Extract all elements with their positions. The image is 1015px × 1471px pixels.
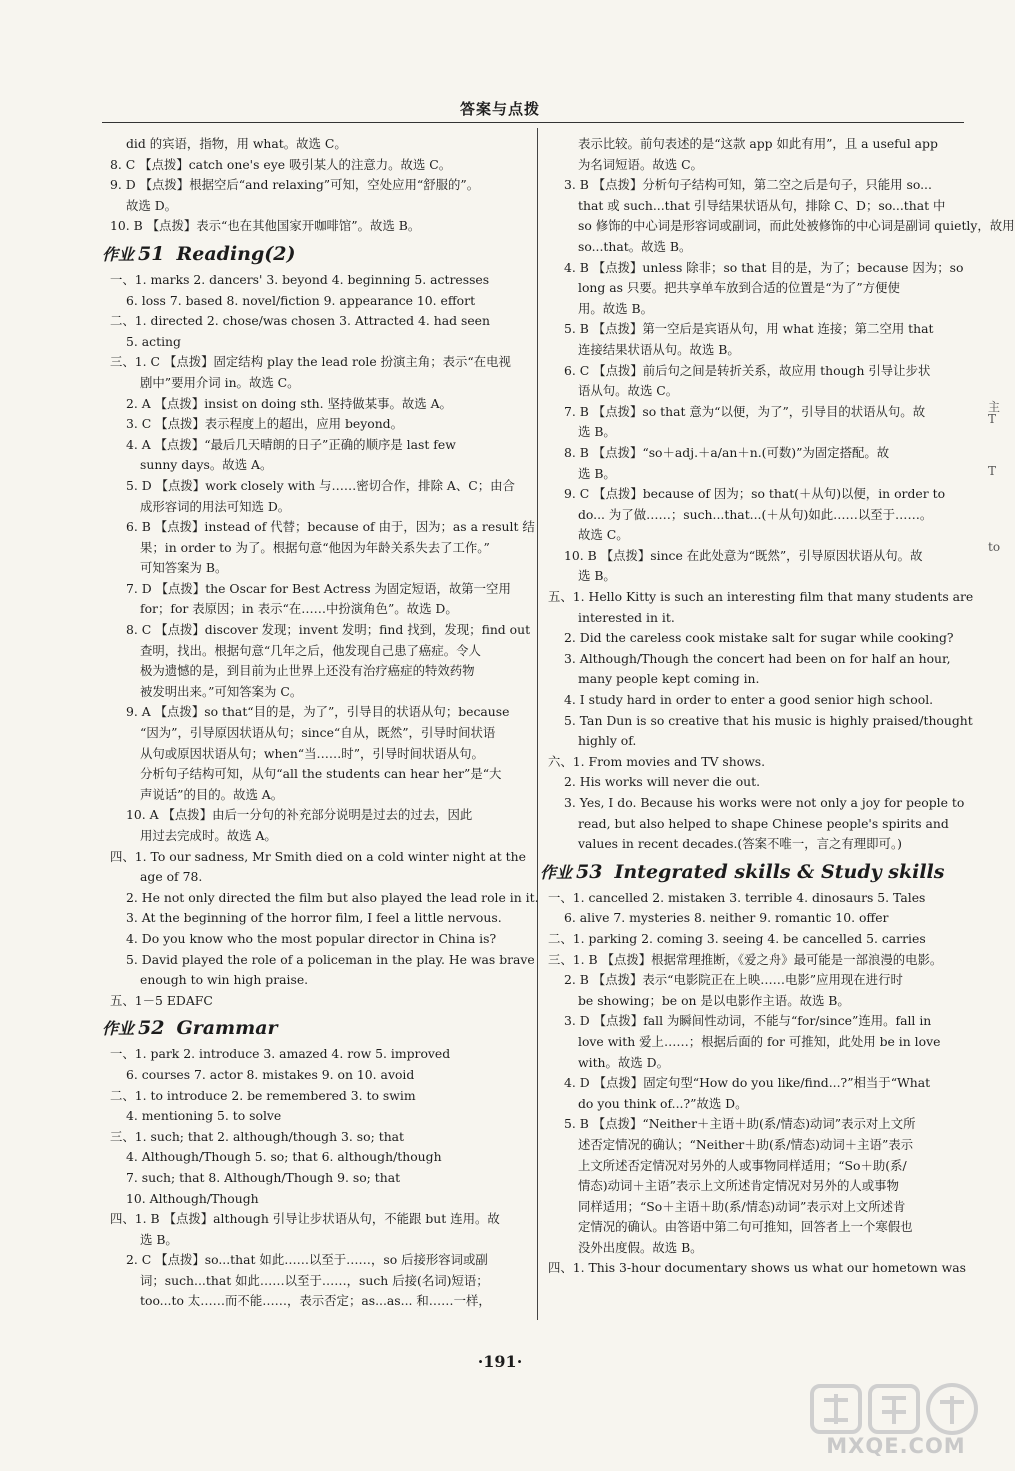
answer-line: 用过去完成时。故选 A。 xyxy=(140,828,277,843)
side-mark: 主 xyxy=(988,400,1001,414)
answer-line: sunny days。故选 A。 xyxy=(140,457,273,473)
answer-line: 选 B。 xyxy=(140,1231,178,1247)
answer-line: 情态)动词＋主语”表示上文所述肯定情况对另外的人或事物 xyxy=(578,1178,899,1194)
section-label: 作业 xyxy=(102,244,135,264)
answer-line: so...that。故选 B。 xyxy=(578,238,692,254)
answer-line: 5. Tan Dun is so creative that his music is highly praised/thought xyxy=(564,712,973,728)
answer-line: 从句或原因状语从句；when“当……时”，引导时间状语从句。 xyxy=(140,745,484,761)
right-column xyxy=(540,134,1015,1334)
answer-line: 连接结果状语从句。故选 B。 xyxy=(578,341,740,357)
answer-line: 10. A 【点拨】由后一分句的补充部分说明是过去的过去，因此 xyxy=(126,807,473,823)
answer-line: 4. A 【点拨】“最后几天晴朗的日子”正确的顺序是 last few xyxy=(126,436,456,452)
side-mark: to xyxy=(988,540,1001,554)
answer-line: 5. B 【点拨】第一空后是宾语从句，用 what 连接；第二空用 that xyxy=(564,321,934,337)
answer-line: age of 78. xyxy=(140,869,203,885)
answer-line: 7. such; that 8. Although/Though 9. so; that xyxy=(126,1169,401,1185)
answer-line: 4. I study hard in order to enter a good senior high school. xyxy=(564,692,934,708)
answer-line: do... 为了做……；such...that...(＋从句)如此……以至于……。 xyxy=(578,506,933,522)
answer-line: too...to 太……而不能……，表示否定；as...as... 和……一样， xyxy=(140,1293,491,1309)
answer-line: 3. D 【点拨】fall 为瞬间性动词，不能与“for/since”连用。fall in xyxy=(564,1013,932,1029)
answer-line: 9. D 【点拨】根据空后“and relaxing”可知，空处应用“舒服的”。 xyxy=(110,177,480,193)
answer-line: with。故选 D。 xyxy=(578,1054,669,1070)
answer-line: many people kept coming in. xyxy=(578,671,760,687)
answer-line: 二、1. parking 2. coming 3. seeing 4. be cancelled 5. carries xyxy=(548,930,926,946)
answer-line: 分析句子结构可知，从句“all the students can hear her”是“大 xyxy=(140,766,502,782)
answer-line: 4. D 【点拨】固定句型“How do you like/find...?”相当于“What xyxy=(564,1075,931,1091)
answer-line: 一、1. park 2. introduce 3. amazed 4. row 5. improved xyxy=(110,1046,451,1062)
answer-line: 五、1－5 EDAFC xyxy=(110,992,213,1008)
answer-line: 10. B 【点拨】since 在此处意为“既然”，引导原因状语从句。故 xyxy=(564,547,923,563)
answer-line: long as 只要。把共享单车放到合适的位置是“为了”方便使 xyxy=(578,280,900,296)
answer-line: 2. C 【点拨】so...that 如此……以至于……，so 后接形容词或副 xyxy=(126,1252,488,1268)
answer-line: 四、1. B 【点拨】although 引导让步状语从句，不能跟 but 连用。故 xyxy=(110,1211,500,1227)
answer-line: 故选 D。 xyxy=(126,197,178,213)
section-title: Grammar xyxy=(176,1017,278,1040)
answer-line: 果；in order to 为了。根据句意“他因为年龄关系失去了工作。” xyxy=(140,539,490,555)
answer-line: 3. At the beginning of the horror film, I feel a little nervous. xyxy=(126,910,502,926)
answer-line: 2. Did the careless cook mistake salt for sugar while cooking? xyxy=(564,630,954,646)
answer-line: 查明，找出。根据句意“几年之后，他发现自己患了癌症。令人 xyxy=(140,642,481,658)
answer-line: 5. acting xyxy=(126,333,181,349)
answer-line: 8. C 【点拨】discover 发现；invent 发明；find 找到，发现；find out xyxy=(126,622,531,638)
answer-line: 6. B 【点拨】instead of 代替；because of 由于，因为；as a result 结 xyxy=(126,519,535,535)
section-label: 作业 xyxy=(540,862,573,882)
answer-line: 述否定情况的确认；“Neither＋助(系/情态)动词＋主语”表示 xyxy=(578,1136,914,1152)
answer-line: 6. alive 7. mysteries 8. neither 9. romantic 10. offer xyxy=(564,910,889,926)
answer-line: 用。故选 B。 xyxy=(578,300,653,316)
answer-line: 9. C 【点拨】because of 因为；so that(＋从句)以便，in order to xyxy=(564,486,946,502)
answer-line: be showing；be on 是以电影作主语。故选 B。 xyxy=(578,992,850,1008)
section-number: 53 xyxy=(576,860,603,883)
answer-line: 定情况的确认。由答语中第二句可推知，回答者上一个寒假也 xyxy=(578,1219,913,1235)
answer-line: 10. B 【点拨】表示“也在其他国家开咖啡馆”。故选 B。 xyxy=(110,218,421,234)
answer-line: 剧中”要用介词 in。故选 C。 xyxy=(140,374,300,390)
answer-line: did 的宾语，指物，用 what。故选 C。 xyxy=(126,136,347,151)
answer-line: 可知答案为 B。 xyxy=(140,560,228,576)
left-column xyxy=(102,134,539,1334)
answer-line: 一、1. marks 2. dancers' 3. beyond 4. beginning 5. actresses xyxy=(110,271,490,287)
answer-line: 三、1. C 【点拨】固定结构 play the lead role 扮演主角；表示“在电视 xyxy=(110,354,511,370)
answer-line: 六、1. From movies and TV shows. xyxy=(548,753,766,769)
answer-line: 7. B 【点拨】so that 意为“以便，为了”，引导目的状语从句。故 xyxy=(564,403,926,419)
answer-line: 3. C 【点拨】表示程度上的超出，应用 beyond。 xyxy=(126,416,404,432)
section-number: 52 xyxy=(138,1017,165,1040)
answer-line: highly of. xyxy=(578,733,637,749)
answer-line: enough to win high praise. xyxy=(140,972,309,988)
section-heading xyxy=(540,857,968,887)
answer-line: 2. A 【点拨】insist on doing sth. 坚持做某事。故选 A。 xyxy=(126,395,452,411)
answer-line: 成形容词的用法可知选 D。 xyxy=(140,498,291,514)
answer-line: do you think of...?”故选 D。 xyxy=(578,1095,748,1111)
answer-line: 选 B。 xyxy=(578,568,616,584)
answer-line: 选 B。 xyxy=(578,424,616,440)
answer-line: for；for 表原因；in 表示“在……中扮演角色”。故选 D。 xyxy=(140,601,458,617)
answer-line: 3. B 【点拨】分析句子结构可知，第二空之后是句子，只能用 so... xyxy=(564,177,932,193)
header-title: 答案与点拨 xyxy=(459,100,540,118)
answer-line: “因为”，引导原因状语从句；since“自从，既然”，引导时间状语 xyxy=(140,725,496,741)
answer-line: read, but also helped to shape Chinese people's spirits and xyxy=(578,815,949,831)
answer-line: 5. David played the role of a policeman in the play. He was brave xyxy=(126,951,535,967)
answer-line: 10. Although/Though xyxy=(126,1190,259,1206)
header-rule xyxy=(102,122,964,123)
answer-line: 同样适用；“So＋主语＋助(系/情态)动词”表示对上文所述肯 xyxy=(578,1198,906,1214)
side-mark: T xyxy=(988,412,997,426)
page-header xyxy=(0,92,1000,126)
section-heading xyxy=(102,239,528,269)
answer-line: so 修饰的中心词是形容词或副词，而此处被修饰的中心词是副词 quietly，故用 xyxy=(578,218,1015,234)
answer-line: 语从句。故选 C。 xyxy=(578,383,679,399)
answer-line: 四、1. To our sadness, Mr Smith died on a cold winter night at the xyxy=(110,848,526,864)
answer-line: interested in it. xyxy=(578,609,675,625)
answer-line: 四、1. This 3-hour documentary shows us what our hometown was xyxy=(548,1260,967,1276)
answer-line: 声说话”的目的。故选 A。 xyxy=(140,786,284,802)
answer-line: 2. He not only directed the film but also played the lead role in it. xyxy=(126,889,539,905)
section-label: 作业 xyxy=(102,1019,135,1039)
answer-line: 没外出度假。故选 B。 xyxy=(578,1239,703,1255)
side-mark: T xyxy=(988,464,997,478)
answer-line: 5. B 【点拨】“Neither＋主语＋助(系/情态)动词”表示对上文所 xyxy=(564,1116,916,1132)
answer-line: 三、1. such; that 2. although/though 3. so; that xyxy=(110,1128,405,1144)
answer-line: that 或 such...that 引导结果状语从句，排除 C、D；so...that 中 xyxy=(578,197,946,213)
page-number: ·191· xyxy=(477,1352,523,1371)
answer-line: 6. C 【点拨】前后句之间是转折关系，故应用 though 引导让步状 xyxy=(564,362,931,378)
answer-line: 4. Although/Though 5. so; that 6. although/though xyxy=(126,1149,442,1165)
answer-line: 二、1. to introduce 2. be remembered 3. to swim xyxy=(110,1087,416,1103)
watermark-icon xyxy=(806,1380,986,1438)
answer-line: 2. B 【点拨】表示“电影院正在上映……电影”应用现在进行时 xyxy=(564,972,903,988)
answer-line: 3. Yes, I do. Because his works were not only a joy for people to xyxy=(564,795,965,810)
answer-line: 极为遗憾的是，到目前为止世界上还没有治疗癌症的特效药物 xyxy=(140,663,475,679)
answer-line: 6. courses 7. actor 8. mistakes 9. on 10. avoid xyxy=(126,1066,415,1082)
answer-line: 7. D 【点拨】the Oscar for Best Actress 为固定短语，故第一空用 xyxy=(126,580,511,596)
answer-line: 5. D 【点拨】work closely with 与……密切合作，排除 A、C；由合 xyxy=(126,477,515,493)
answer-line: 3. Although/Though the concert had been on for half an hour, xyxy=(564,650,951,666)
answer-line: 上文所述否定情况对另外的人或事物同样适用；“So＋助(系/ xyxy=(578,1157,907,1173)
section-number: 51 xyxy=(138,242,165,265)
answer-line: 2. His works will never die out. xyxy=(564,774,761,790)
column-divider xyxy=(537,128,538,1320)
answer-line: 被发明出来。”可知答案为 C。 xyxy=(140,683,303,699)
answer-line: 三、1. B 【点拨】根据常理推断，《爱之舟》最可能是一部浪漫的电影。 xyxy=(548,951,943,967)
watermark-logo xyxy=(806,1380,986,1460)
answer-line: 4. mentioning 5. to solve xyxy=(126,1108,282,1124)
answer-line: 为名词短语。故选 C。 xyxy=(578,156,703,172)
answer-line: 4. B 【点拨】unless 除非；so that 目的是，为了；because 因为；so xyxy=(564,259,964,275)
answer-line: 故选 C。 xyxy=(578,527,629,543)
answer-line: 二、1. directed 2. chose/was chosen 3. Attracted 4. had seen xyxy=(110,313,490,329)
answer-line: 表示比较。前句表述的是“这款 app 如此有用”，且 a useful app xyxy=(578,136,938,151)
answer-line: 选 B。 xyxy=(578,465,616,481)
answer-line: 4. Do you know who the most popular director in China is? xyxy=(126,930,497,946)
watermark-text: MXQE.COM xyxy=(826,1434,966,1458)
answer-line: 6. loss 7. based 8. novel/fiction 9. appearance 10. effort xyxy=(126,292,476,308)
section-title: Integrated skills & Study skills xyxy=(614,860,945,883)
answer-line: 一、1. cancelled 2. mistaken 3. terrible 4. dinosaurs 5. Tales xyxy=(548,889,926,905)
answer-line: 五、1. Hello Kitty is such an interesting film that many students are xyxy=(548,589,974,605)
answer-line: values in recent decades.(答案不唯一，言之有理即可。) xyxy=(578,836,902,852)
answer-line: 8. C 【点拨】catch one's eye 吸引某人的注意力。故选 C。 xyxy=(110,156,452,172)
answer-line: 9. A 【点拨】so that“目的是，为了”，引导目的状语从句；because xyxy=(126,704,510,720)
answer-line: 词；such...that 如此……以至于……，such 后接(名词)短语； xyxy=(140,1272,489,1288)
answer-line: 8. B 【点拨】“so＋adj.＋a/an＋n.(可数)”为固定搭配。故 xyxy=(564,444,890,460)
answer-line: love with 爱上……；根据后面的 for 可推知，此处用 be in love xyxy=(578,1033,941,1049)
section-title: Reading(2) xyxy=(176,242,296,265)
section-heading xyxy=(102,1013,528,1043)
